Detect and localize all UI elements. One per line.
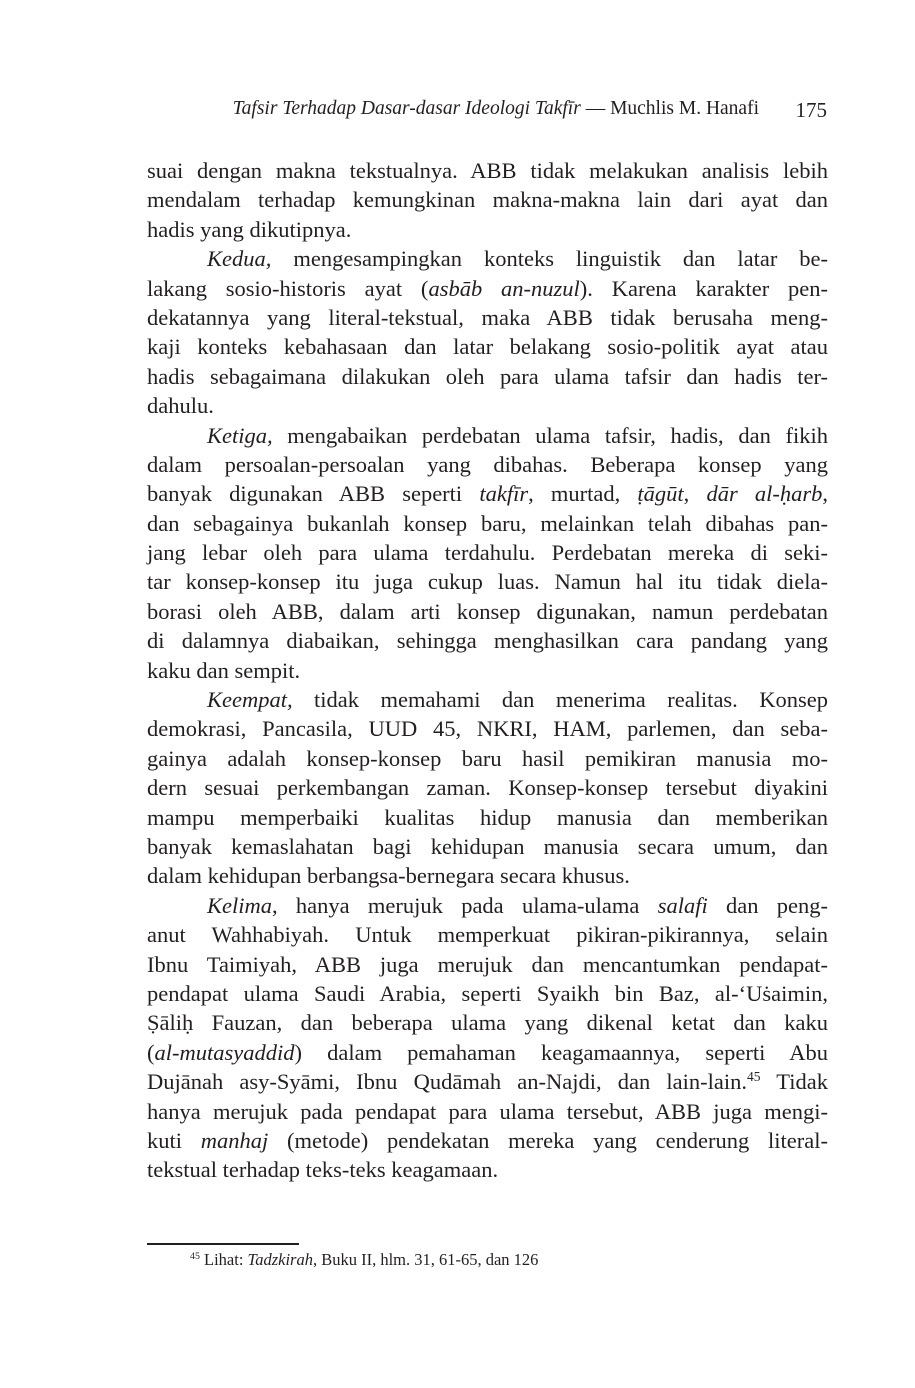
text-run: tidak memahami dan menerima realitas. Konsep — [292, 687, 828, 713]
text-run: mendalam terhadap kemungkinan makna-makna lain dari ayat dan — [147, 187, 828, 213]
text-run: dern sesuai perkembangan zaman. Konsep-konsep tersebut diyakini — [147, 775, 828, 801]
text-run: tekstual terhadap teks-teks keagamaan. — [147, 1157, 499, 1183]
footnote — [190, 1250, 538, 1270]
italic-term: al-mutasyaddid — [154, 1039, 295, 1065]
text-run: hadis sebagaimana dilakukan oleh para ulama tafsir dan hadis ter- — [147, 363, 828, 389]
text-line — [147, 332, 828, 361]
italic-term: salafi — [657, 892, 708, 918]
text-line — [147, 421, 828, 450]
running-header — [147, 98, 827, 128]
text-run: demokrasi, Pancasila, UUD 45, NKRI, HAM, parlemen, dan seba- — [147, 716, 828, 742]
text-line — [147, 156, 828, 185]
text-line — [147, 861, 828, 890]
text-line — [147, 744, 828, 773]
header-separator: — — [580, 98, 611, 119]
footnote-rule — [147, 1243, 299, 1245]
text-run: gainya adalah konsep-konsep baru hasil pemikiran manusia mo- — [147, 745, 828, 771]
text-line — [147, 1126, 828, 1155]
text-run: , Buku II, hlm. 31, 61-65, dan 126 — [312, 1250, 539, 1269]
text-run: , hanya merujuk pada ulama-ulama — [272, 892, 658, 918]
text-run: kaku dan sempit. — [147, 657, 301, 683]
text-run: ( — [147, 1039, 155, 1065]
text-line — [147, 773, 828, 802]
text-run: ). Karena karakter pen- — [579, 275, 828, 301]
text-run: jang lebar oleh para ulama terdahulu. Perdebatan mereka di seki- — [147, 540, 828, 566]
text-run: anut Wahhabiyah. Untuk memperkuat pikiran-pikirannya, selain — [147, 922, 828, 948]
text-line — [147, 391, 828, 420]
text-run: mampu memperbaiki kualitas hidup manusia dan memberikan — [147, 804, 828, 830]
text-run: pendapat ulama Saudi Arabia, seperti Syaikh bin Baz, al-‘Uṡaimin, — [147, 980, 828, 1006]
italic-term: manhaj — [200, 1127, 269, 1153]
text-line — [147, 509, 828, 538]
text-line — [147, 950, 828, 979]
text-line — [147, 567, 828, 596]
text-line — [147, 1097, 828, 1126]
text-run: dahulu. — [147, 393, 214, 419]
text-run: dan peng- — [707, 892, 828, 918]
text-line — [147, 362, 828, 391]
text-run: Ibnu Taimiyah, ABB juga merujuk dan mencantumkan pendapat- — [147, 951, 828, 977]
text-line — [147, 626, 828, 655]
italic-term: Kedua, — [207, 246, 272, 272]
text-line — [147, 274, 828, 303]
text-line — [147, 215, 828, 244]
text-run: ) dalam pemahaman keagamaannya, seperti Abu — [294, 1039, 828, 1065]
text-run: (metode) pendekatan mereka yang cenderung literal- — [268, 1127, 828, 1153]
text-line — [147, 891, 828, 920]
text-line — [147, 979, 828, 1008]
text-line — [147, 450, 828, 479]
text-line — [147, 1008, 828, 1037]
text-run: , — [683, 481, 707, 507]
italic-term: asbāb an-nuzul — [428, 275, 580, 301]
text-run: kaji konteks kebahasaan dan latar belakang sosio-politik ayat atau — [147, 334, 828, 360]
text-run: banyak digunakan ABB seperti — [147, 481, 480, 507]
text-run: , — [822, 481, 829, 507]
text-line — [147, 538, 828, 567]
text-run: dekatannya yang literal-tekstual, maka ABB tidak berusaha meng- — [147, 304, 828, 330]
italic-term: Kelima — [207, 892, 272, 918]
text-run: Ṣāliḥ Fauzan, dan beberapa ulama yang dikenal ketat dan kaku — [147, 1010, 828, 1036]
text-line — [147, 832, 828, 861]
italic-term: ṭāgūt — [637, 481, 684, 507]
text-run: hanya merujuk pada pendapat para ulama tersebut, ABB juga mengi- — [147, 1098, 828, 1124]
text-run: banyak kemaslahatan bagi kehidupan manusia secara umum, dan — [147, 833, 828, 859]
text-line — [147, 185, 828, 214]
text-run: kuti — [147, 1127, 201, 1153]
text-run: Lihat: — [199, 1250, 248, 1269]
text-run: dalam persoalan-persoalan yang dibahas. Beberapa konsep yang — [147, 451, 828, 477]
text-run: dalam kehidupan berbangsa-bernegara secara khusus. — [147, 863, 630, 889]
italic-term: Tadzkirah — [247, 1250, 313, 1269]
text-line — [147, 656, 828, 685]
text-run: mengabaikan perdebatan ulama tafsir, hadis, dan fikih — [272, 422, 828, 448]
text-line — [147, 479, 828, 508]
header-author: Muchlis M. Hanafi — [610, 98, 759, 119]
text-run: dan sebagainya bukanlah konsep baru, melainkan telah dibahas pan- — [147, 510, 828, 536]
italic-term: Keempat, — [207, 687, 293, 713]
text-line — [147, 303, 828, 332]
footnote-ref: 45 — [747, 1069, 761, 1085]
book-title: Tafsir Terhadap Dasar-dasar Ideologi Takfīr — [232, 98, 581, 119]
footnote-number: 45 — [190, 1251, 200, 1263]
text-line — [147, 1038, 828, 1067]
text-run: mengesampingkan konteks linguistik dan latar be- — [271, 246, 828, 272]
body-text — [147, 156, 828, 1185]
text-run: suai dengan makna tekstualnya. ABB tidak melakukan analisis lebih — [147, 158, 828, 183]
page-number: 175 — [795, 98, 827, 122]
italic-term: dār al-ḥarb — [706, 481, 823, 507]
running-title — [233, 98, 759, 120]
text-run: Tidak — [760, 1069, 828, 1095]
text-run: Dujānah asy-Syāmi, Ibnu Qudāmah an-Najdi, dan lain-lain. — [147, 1069, 748, 1095]
italic-term: takfīr — [479, 481, 529, 507]
text-line — [147, 1155, 828, 1184]
text-run: borasi oleh ABB, dalam arti konsep digunakan, namun perdebatan — [147, 598, 828, 624]
text-line — [147, 714, 828, 743]
text-run: , murtad, — [528, 481, 638, 507]
text-run: hadis yang dikutipnya. — [147, 216, 352, 242]
text-run: di dalamnya diabaikan, sehingga menghasilkan cara pandang yang — [147, 628, 828, 654]
text-line — [147, 803, 828, 832]
text-line — [147, 920, 828, 949]
text-line — [147, 1067, 828, 1096]
text-line — [147, 244, 828, 273]
text-run: lakang sosio-historis ayat ( — [147, 275, 429, 301]
text-run: tar konsep-konsep itu juga cukup luas. Namun hal itu tidak diela- — [147, 569, 828, 595]
text-line — [147, 685, 828, 714]
text-line — [147, 597, 828, 626]
italic-term: Ketiga, — [207, 422, 273, 448]
